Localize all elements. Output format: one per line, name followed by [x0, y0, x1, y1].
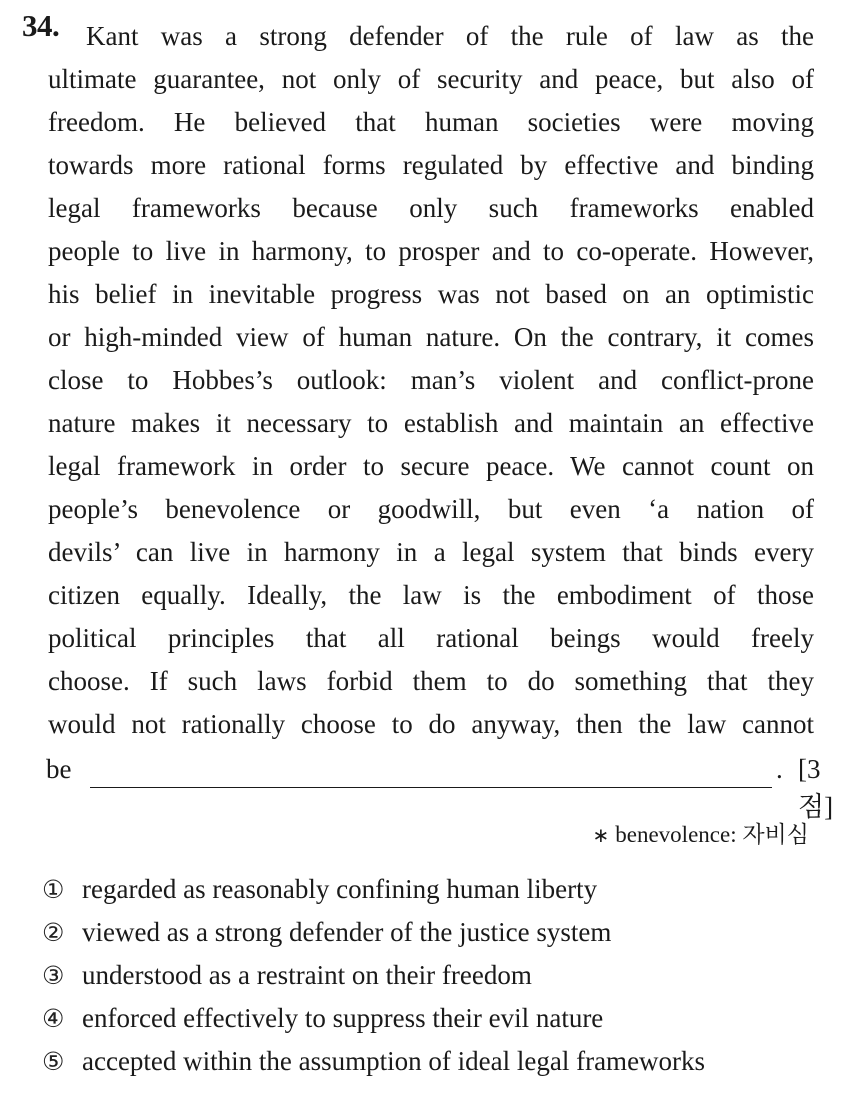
passage-line: devils’ can live in harmony in a legal system that binds every: [48, 537, 814, 567]
points-label: [3점]: [798, 754, 834, 822]
passage-line: people to live in harmony, to prosper and to co-operate. However,: [48, 236, 814, 266]
option-4[interactable]: [42, 997, 812, 1040]
passage-line: people’s benevolence or goodwill, but even ‘a nation of: [48, 494, 814, 524]
option-text: accepted within the assumption of ideal legal frameworks: [82, 1046, 706, 1076]
option-3[interactable]: [42, 954, 812, 997]
passage-line: freedom. He believed that human societies were moving: [48, 107, 814, 137]
circled-5-icon: ⑤: [42, 1047, 65, 1076]
passage-line: Kant was a strong defender of the rule of law as the: [86, 21, 814, 51]
option-1[interactable]: [42, 868, 812, 911]
blank-line-row: [46, 754, 834, 822]
passage-line: close to Hobbes’s outlook: man’s violent and conflict-prone: [48, 365, 814, 395]
passage-line: his belief in inevitable progress was not based on an optimistic: [48, 279, 814, 309]
passage-line: choose. If such laws forbid them to do something that they: [48, 666, 814, 696]
passage-line: would not rationally choose to do anyway, then the law cannot: [48, 709, 814, 739]
circled-2-icon: ②: [42, 918, 65, 947]
passage-line: citizen equally. Ideally, the law is the embodiment of those: [48, 580, 814, 610]
circled-1-icon: ①: [42, 875, 65, 904]
answer-options: [42, 868, 812, 1083]
option-text: enforced effectively to suppress their evil nature: [82, 1003, 604, 1033]
asterisk-icon: ∗: [592, 823, 610, 847]
option-2[interactable]: [42, 911, 812, 954]
passage-line: or high-minded view of human nature. On the contrary, it comes: [48, 322, 814, 352]
footnote: [593, 816, 810, 849]
circled-3-icon: ③: [42, 961, 65, 990]
option-5[interactable]: [42, 1040, 812, 1083]
footnote-text: benevolence: 자비심: [615, 822, 809, 847]
passage-line: nature makes it necessary to establish and maintain an effective: [48, 408, 814, 438]
circled-4-icon: ④: [42, 1004, 65, 1033]
blank-suffix: .: [776, 754, 783, 784]
passage-line: political principles that all rational beings would freely: [48, 623, 814, 653]
blank-prefix: be: [46, 754, 72, 784]
passage-text: [48, 15, 814, 746]
passage-line: ultimate guarantee, not only of security and peace, but also of: [48, 64, 814, 94]
option-text: viewed as a strong defender of the justice system: [82, 917, 612, 947]
option-text: regarded as reasonably confining human liberty: [82, 874, 598, 904]
question-number: 34.: [22, 8, 60, 43]
answer-blank: [90, 787, 772, 788]
option-text: understood as a restraint on their freedom: [82, 960, 532, 990]
passage-line: legal framework in order to secure peace. We cannot count on: [48, 451, 814, 481]
passage-line: legal frameworks because only such frameworks enabled: [48, 193, 814, 223]
passage-line: towards more rational forms regulated by effective and binding: [48, 150, 814, 180]
